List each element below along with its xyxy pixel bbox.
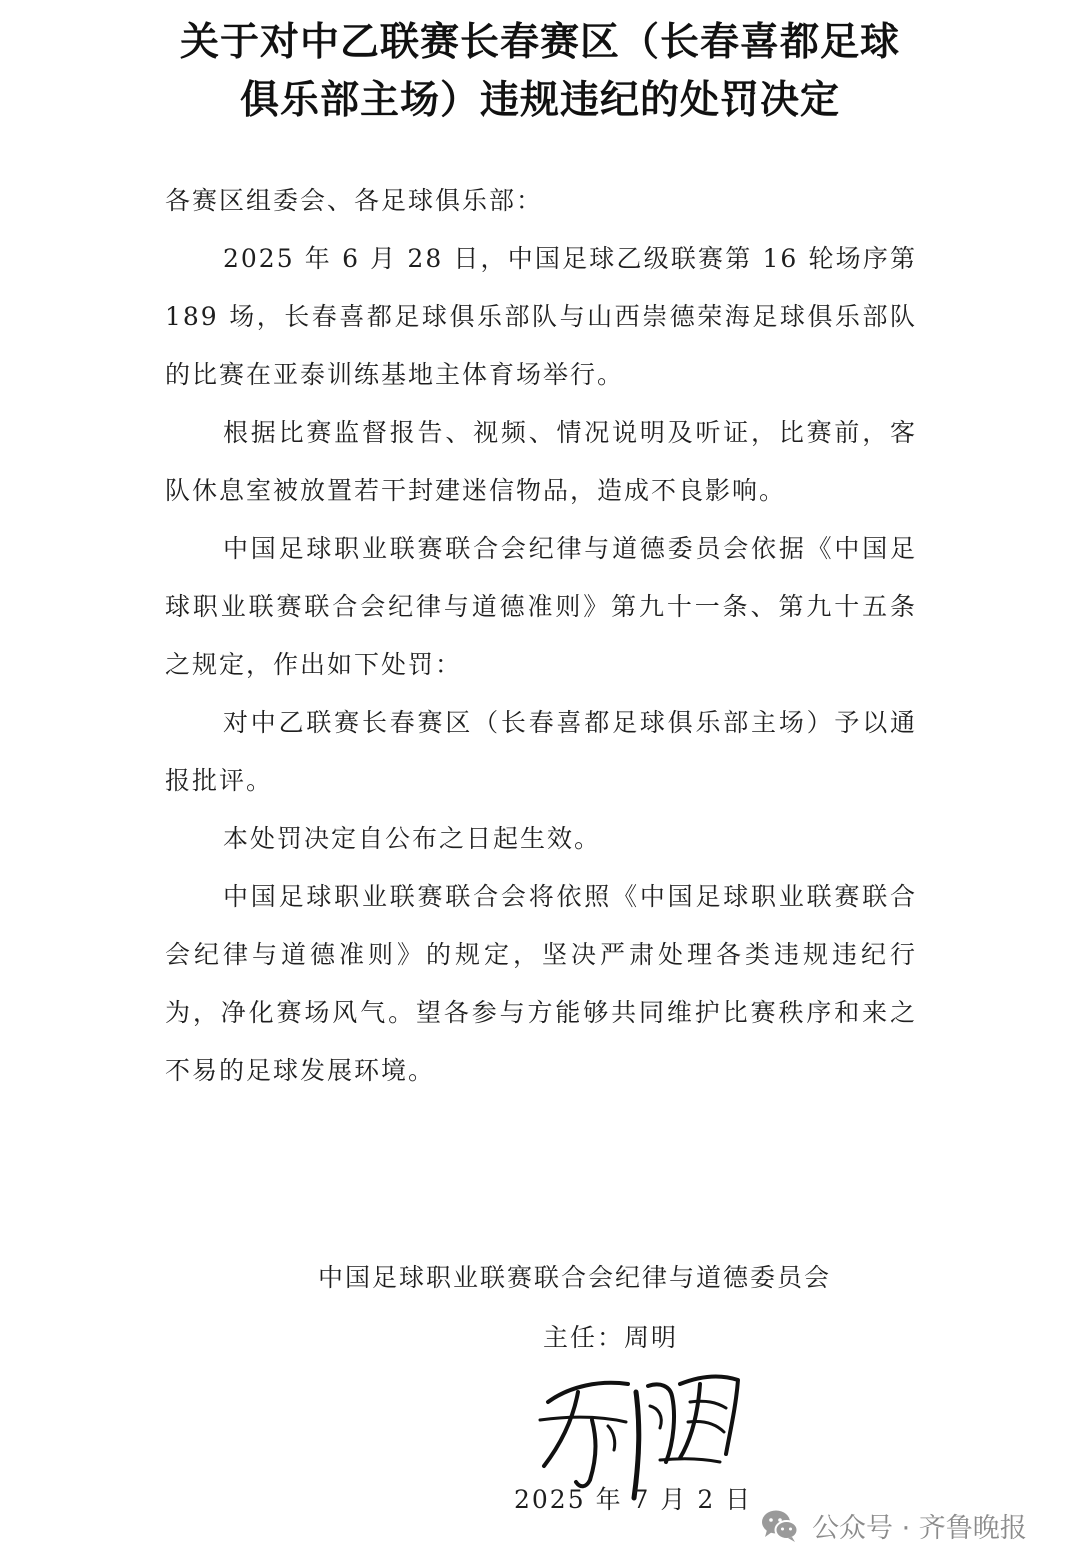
wechat-icon (758, 1503, 802, 1547)
paragraph-effective: 本处罚决定自公布之日起生效。 (223, 824, 602, 853)
paragraph-penalty: 对中乙联赛长春赛区（长春喜都足球俱乐部主场）予以通报批评。 (165, 708, 917, 795)
paragraph-legal-basis: 中国足球职业联赛联合会纪律与道德委员会依据《中国足球职业联赛联合会纪律与道德准则》第九十一条、第九十五条之规定，作出如下处罚： (165, 534, 917, 679)
wechat-watermark (758, 1500, 1027, 1550)
document-body (165, 172, 917, 1100)
title-line-1: 关于对中乙联赛长春赛区（长春喜都足球 (179, 20, 900, 65)
salutation: 各赛区组委会、各足球俱乐部： (165, 186, 544, 215)
paragraph-statement: 中国足球职业联赛联合会将依照《中国足球职业联赛联合会纪律与道德准则》的规定，坚决严肃处理各类违规违纪行为，净化赛场风气。望各参与方能够共同维护比赛秩序和来之不易的足球发展环境。 (165, 882, 917, 1085)
signature-director: 主任：周明 (543, 1323, 679, 1352)
signature-date: 2025 年 7 月 2 日 (514, 1485, 753, 1514)
document-title (0, 14, 1080, 130)
paragraph-match-info: 2025 年 6 月 28 日，中国足球乙级联赛第 16 轮场序第 189 场，长春喜都足球俱乐部队与山西崇德荣海足球俱乐部队的比赛在亚泰训练基地主体育场举行。 (165, 244, 917, 389)
watermark-text: 公众号 · 齐鲁晚报 (812, 1512, 1027, 1544)
signature-organization: 中国足球职业联赛联合会纪律与道德委员会 (318, 1263, 832, 1292)
paragraph-findings: 根据比赛监督报告、视频、情况说明及听证，比赛前，客队休息室被放置若干封建迷信物品，造成不良影响。 (165, 418, 917, 505)
title-line-2: 俱乐部主场）违规违纪的处罚决定 (239, 78, 840, 123)
